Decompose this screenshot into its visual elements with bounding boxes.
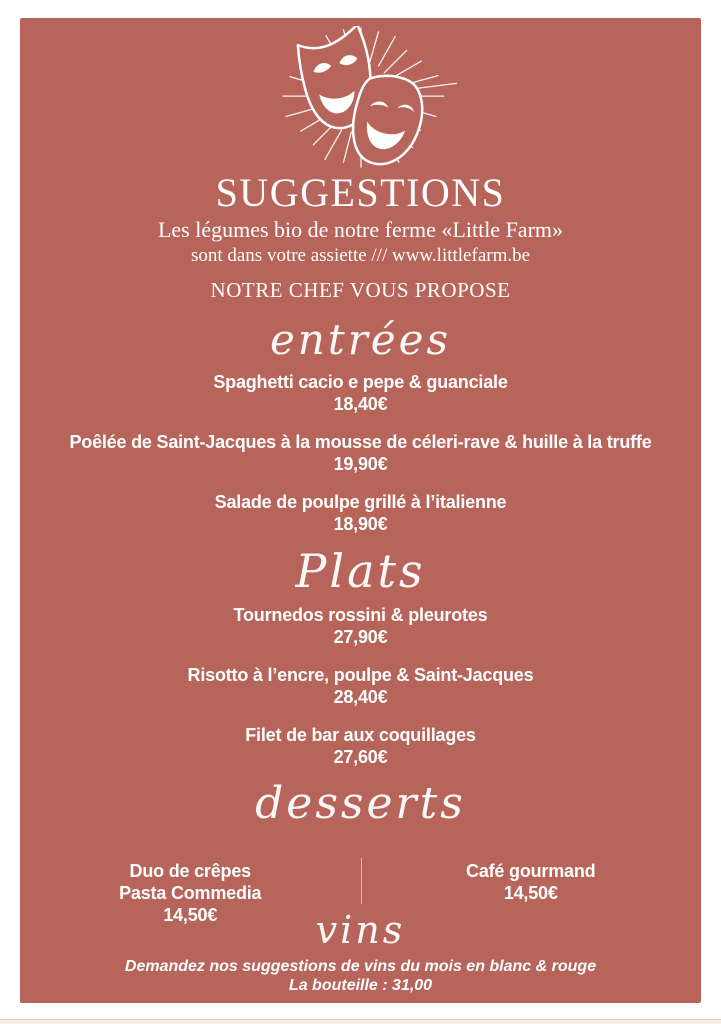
dish-name: Risotto à l’encre, poulpe & Saint-Jacques [187, 665, 534, 686]
dish-name: Duo de crêpes [129, 860, 251, 881]
dish-price: 28,40€ [333, 687, 388, 708]
section-heading-plats: Plats [295, 543, 426, 598]
dish-price: 27,90€ [333, 627, 388, 648]
dish-name: Tournedos rossini & pleurotes [233, 605, 488, 626]
dish-price: 18,90€ [333, 513, 388, 534]
dish-name: Filet de bar aux coquillages [245, 725, 476, 746]
menu-item [20, 664, 701, 708]
menu-item [20, 491, 701, 535]
dish-name-line2: Pasta Commedia [119, 882, 262, 903]
section-heading-vins: vins [315, 907, 406, 952]
dish-name: Poêlée de Saint-Jacques à la mousse de céleri-rave & huille à la truffe [69, 431, 652, 452]
dish-price: 14,50€ [163, 904, 218, 925]
menu-item [20, 724, 701, 768]
section-heading-desserts: desserts [255, 778, 466, 830]
dish-price: 27,60€ [333, 747, 388, 768]
dish-price: 18,40€ [333, 393, 388, 414]
dish-name: Spaghetti cacio e pepe & guanciale [213, 371, 508, 392]
dish-name: Salade de poulpe grillé à l’italienne [214, 491, 507, 512]
menu-card [20, 18, 701, 1003]
dish-name: Café gourmand [466, 860, 596, 881]
chef-tagline: NOTRE CHEF VOUS PROPOSE [210, 278, 511, 303]
theater-masks-logo [230, 26, 492, 172]
menu-item [20, 371, 701, 415]
section-heading-entrees: entrées [269, 315, 452, 365]
next-page-edge [0, 1019, 721, 1024]
subtitle-line1: Les légumes bio de notre ferme «Little Farm» [157, 217, 564, 242]
wine-note-line1: Demandez nos suggestions de vins du mois en blanc & rouge [124, 957, 597, 975]
dish-price: 14,50€ [503, 882, 558, 903]
menu-item [20, 431, 701, 475]
wine-notes [20, 957, 701, 995]
menu-item [20, 604, 701, 648]
wine-note-line2: La bouteille : 31,00 [288, 976, 433, 994]
subtitle-line2: sont dans votre assiette /// www.littlefarm.be [190, 245, 531, 267]
dish-price: 19,90€ [333, 453, 388, 474]
column-divider [361, 858, 362, 904]
menu-title: SUGGESTIONS [215, 170, 506, 215]
